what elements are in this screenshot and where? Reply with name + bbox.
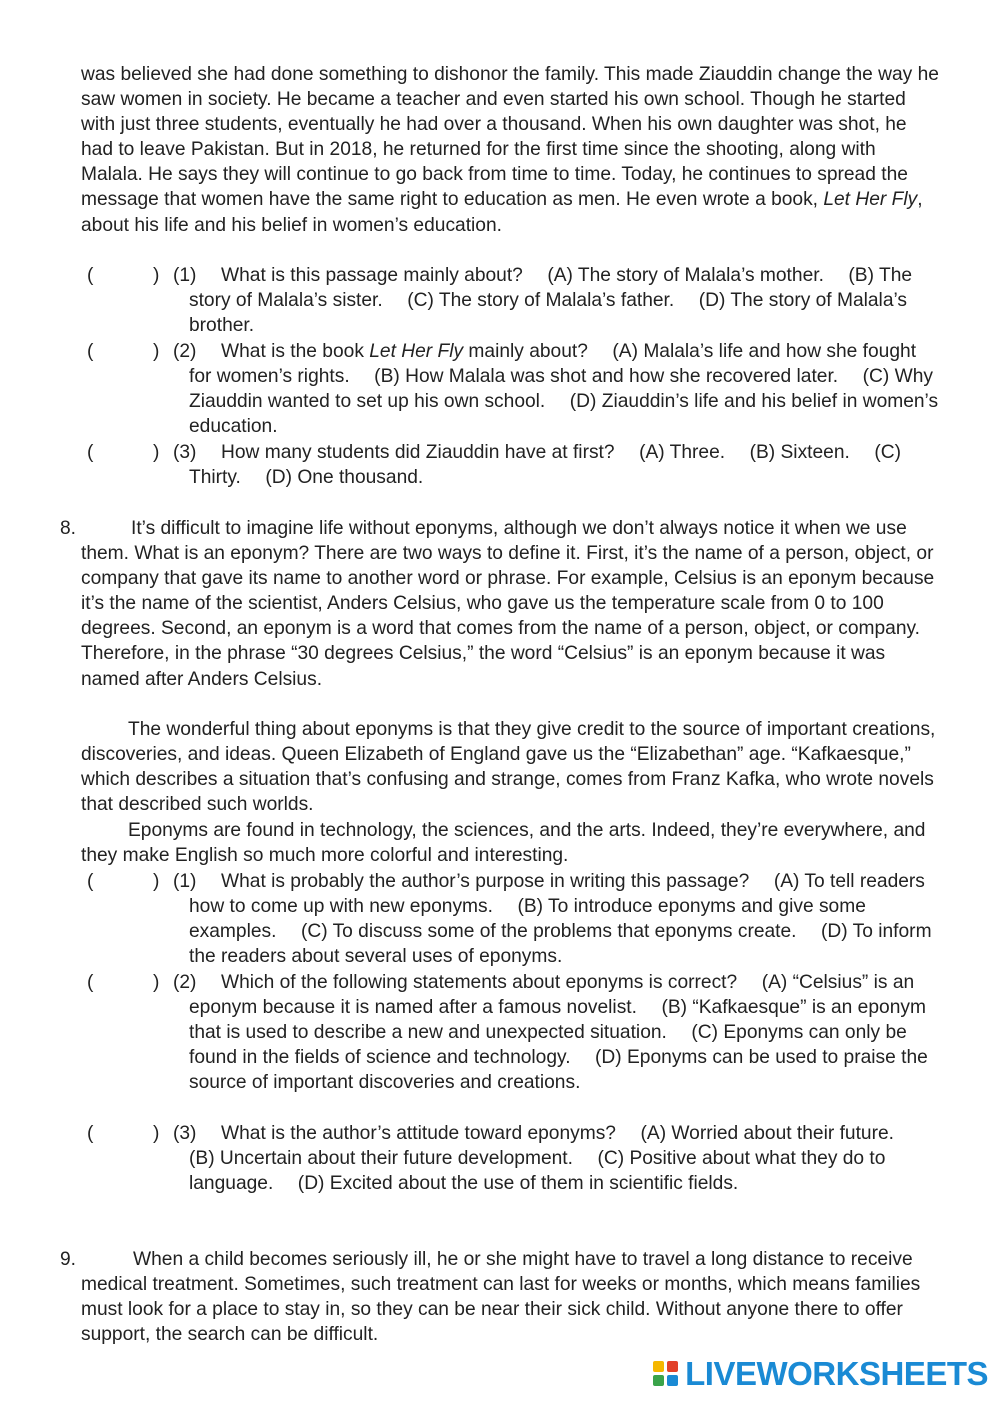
question-number: (2) [173,972,197,993]
liveworksheets-logo [653,1356,988,1392]
logo-square [667,1361,678,1372]
book-title: Let Her Fly [823,189,918,211]
passage-9-paragraph-1: When a child becomes seriously ill, he or she might have to travel a long distance to receive medical treatment. Sometimes, such treatment can last for weeks or months, which means families must look for a place to stay in, so they can be near their sick child. Without anyone there to offer support, the search can be difficult. [81,1249,921,1346]
liveworksheets-logo-icon [653,1361,679,1387]
brand-name: LIVEWORKSHEETS [685,1355,988,1393]
question-number: (1) [173,871,197,892]
passage-8-paragraph-1: It’s difficult to imagine life without eponyms, although we don’t always notice it when we use them. What is an eponym? There are two ways to define it. First, it’s the name of a person, object, or company that gave its name to another word or phrase. For example, Celsius is an eponym because it’s the name of the scientist, Anders Celsius, who gave us the temperature scale from 0 to 100 degrees. Second, an eponym is a word that comes from the name of a person, object, or company. Therefore, in the phrase “30 degrees Celsius,” the word “Celsius” is an eponym because it was named after Anders Celsius. [81,518,935,690]
question-text: How many students did Ziauddin have at first? (A) Three. (B) Sixteen. (C) Thirty. (D) One thousand. [189,442,901,489]
question-text: What is the book Let Her Fly mainly about? (A) Malala’s life and how she fought for women’s rights. (B) How Malala was shot and how she recovered later. (C) Why Ziauddin wanted to set up his own school. (D) Ziauddin’s life and his belief in women’s education. [189,341,939,438]
book-title: Let Her Fly [369,341,464,362]
question-number: (1) [173,265,197,286]
worksheet-page: was believed she had done something to dishonor the family. This made Ziauddin change the way he saw women in society. He became a teacher and even started his own school. Though he started with just three students, eventually he had over a thousand. When his own daughter was shot, he had to leave Pakistan. But in 2018, he returned for the first time since the shooting, along with Malala. He says they will continue to go back from time to time. Today, he continues to spread the message that women have the same right to education as men. He even wrote a book, Let Her Fly, about his life and his belief in women’s education. ( ) (1) What is this passage mainly about? (A) The story of Malala’s mother. (B) The story of Malala’s sister. (C) The story of Malala’s father. (D) The story of Malala’s brother. ( ) (2) What is the book Let Her Fly mainly about? (A) Malala’s life and how she fought for women’s rights. (B) How Malala was shot and how she recovered later. (C) Why Ziauddin wanted to set up his own school. (D) Ziauddin’s life and his belief in women’s education. ( ) (3) How many students did Ziauddin have at first? (A) Three. (B) Sixteen. (C) Thirty. (D) One thousand. 8. It’s difficult to imagine life without eponyms, although we don’t always notice it when we use them. What is an eponym? There are two ways to define it. First, it’s the name of a person, object, or company that gave its name to another word or phrase. For example, Celsius is an eponym because it’s the name of the scientist, Anders Celsius, who gave us the temperature scale from 0 to 100 degrees. Second, an eponym is a word that comes from the name of a person, object, or company. Therefore, in the phrase “30 degrees Celsius,” the word “Celsius” is an eponym because it was named after Anders Celsius. The wonderful thing about eponyms is that they give credit to the source of important creations, discoveries, and ideas. Queen Elizabeth of England gave us the “Elizabethan” age. “Kafkaesque,” which describes a situation that’s confusing and strange, comes from Franz Kafka, who wrote novels that described such worlds. Eponyms are found in technology, the sciences, and the arts. Indeed, they’re everywhere, and they make English so much more colorful and interesting. ( ) (1) What is probably the author’s purpose in writing this passage? (A) To tell readers how to come up with new eponyms. (B) To introduce eponyms and give some examples. (C) To discuss some of the problems that eponyms create. (D) To inform the readers about several uses of eponyms. ( ) (2) Which of the following statements about eponyms is correct? (A) “Celsius” is an eponym because it is named after a famous novelist. (B) “Kafkaesque” is an eponym that is used to describe a new and unexpected situation. (C) Eponyms can only be found in the fields of science and technology. (D) Eponyms can be used to praise the source of important discoveries and creations. ( ) (3) What is the author’s attitude toward eponyms? (A) Worried about their future. (B) Uncertain about their future development. (C) Positive about what they do to language. (D) Excited about the use of them in scientific fields. 9. When a child becomes seriously ill, he or she might have to travel a long distance to receive medical treatment. Sometimes, such treatment can last for weeks or months, which means families must look for a place to stay in, so they can be near their sick child. Without anyone there to offer support, the search can be difficult. LIVEWORKSHEETS [60,64,988,1393]
logo-square [653,1361,664,1372]
question-number: (3) [173,442,197,463]
question-text: What is probably the author’s purpose in writing this passage? (A) To tell readers how to come up with new eponyms. (B) To introduce eponyms and give some examples. (C) To discuss some of the problems that eponyms create. (D) To inform the readers about several uses of eponyms. [189,871,932,968]
passage-number: 8. [60,518,77,539]
question-text: What is the author’s attitude toward eponyms? (A) Worried about their future. (B) Uncertain about their future development. (C) Positive about what they do to language. (D) Excited about the use of them in scientific fields. [189,1123,914,1195]
logo-square [653,1375,664,1386]
passage-8-paragraph-3: Eponyms are found in technology, the sciences, and the arts. Indeed, they’re everywhere, and they make English so much more colorful and interesting. [81,820,926,867]
passage-8-paragraph-2: The wonderful thing about eponyms is that they give credit to the source of important creations, discoveries, and ideas. Queen Elizabeth of England gave us the “Elizabethan” age. “Kafkaesque,” which describes a situation that’s confusing and strange, comes from Franz Kafka, who wrote novels that described such worlds. [81,719,936,816]
question-number: (2) [173,341,197,362]
passage-7-continuation: was believed she had done something to dishonor the family. This made Ziauddin change the way he saw women in society. He became a teacher and even started his own school. Though he started with just three students, eventually he had over a thousand. When his own daughter was shot, he had to leave Pakistan. But in 2018, he returned for the first time since the shooting, along with Malala. He says they will continue to go back from time to time. Today, he continues to spread the message that women have the same right to education as men. He even wrote a book, Let Her Fly, about his life and his belief in women’s education. [81,64,939,236]
passage-number: 9. [60,1249,77,1270]
question-number: (3) [173,1123,197,1144]
question-text: Which of the following statements about eponyms is correct? (A) “Celsius” is an eponym because it is named after a famous novelist. (B) “Kafkaesque” is an eponym that is used to describe a new and unexpected situation. (C) Eponyms can only be found in the fields of science and technology. (D) Eponyms can be used to praise the source of important discoveries and creations. [189,972,928,1094]
question-text: What is this passage mainly about? (A) The story of Malala’s mother. (B) The story of Malala’s sister. (C) The story of Malala’s father. (D) The story of Malala’s brother. [189,265,913,337]
logo-square [667,1375,678,1386]
